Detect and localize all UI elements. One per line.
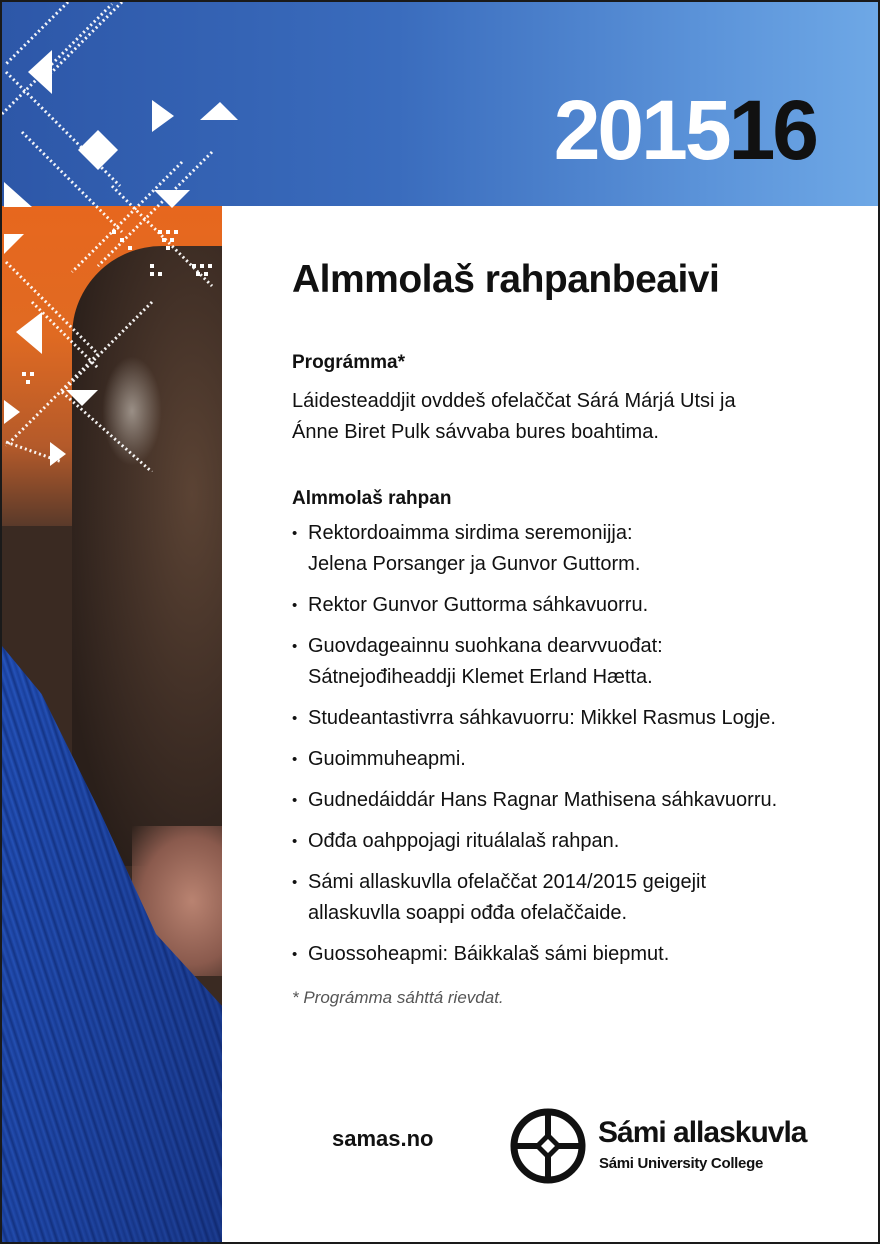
opening-heading: Almmolaš rahpan bbox=[292, 488, 452, 509]
year-part-2: 16 bbox=[728, 83, 816, 177]
program-text: Láidesteaddjit ovddeš ofelaččat Sárá Márjá Utsi ja Ánne Biret Pulk sávvaba bures boahtima. bbox=[292, 390, 736, 443]
list-item: • Studeantastivrra sáhkavuorru: Mikkel Rasmus Logje. bbox=[292, 707, 776, 729]
program-heading: Prográmma* bbox=[292, 352, 405, 373]
list-item: • Ođđa oahppojagi rituálalaš rahpan. bbox=[292, 830, 620, 852]
list-item: • Sámi allaskuvlla ofelaččat 2014/2015 geigejit allaskuvlla soappi ođđa ofelaččaide. bbox=[292, 871, 707, 924]
program-note: * Prográmma sáhttá rievdat. bbox=[292, 988, 504, 1007]
year-part-1: 2015 bbox=[553, 83, 729, 177]
sami-sun-cross-icon bbox=[508, 1106, 588, 1186]
list-item: • Guossoheapmi: Báikkalaš sámi biepmut. bbox=[292, 943, 670, 965]
sami-pattern-icon bbox=[2, 2, 242, 472]
list-item: • Guoimmuheapmi. bbox=[292, 748, 466, 770]
list-item: • Rektordoaimma sirdima seremonijja: Jelena Porsanger ja Gunvor Guttorm. bbox=[292, 522, 641, 575]
list-item: • Rektor Gunvor Guttorma sáhkavuorru. bbox=[292, 594, 649, 616]
year-label bbox=[553, 83, 816, 177]
logo-subtitle: Sámi University College bbox=[599, 1155, 763, 1172]
website-link[interactable]: samas.no bbox=[332, 1126, 434, 1151]
list-item: • Guovdageainnu suohkana dearvvuođat: Sátnejođiheaddji Klemet Erland Hætta. bbox=[292, 635, 663, 688]
page-title: Almmolaš rahpanbeaivi bbox=[292, 258, 720, 301]
program-list bbox=[292, 518, 852, 980]
list-item: • Gudnedáiddár Hans Ragnar Mathisena sáhkavuorru. bbox=[292, 789, 778, 811]
logo-name: Sámi allaskuvla bbox=[598, 1116, 807, 1149]
